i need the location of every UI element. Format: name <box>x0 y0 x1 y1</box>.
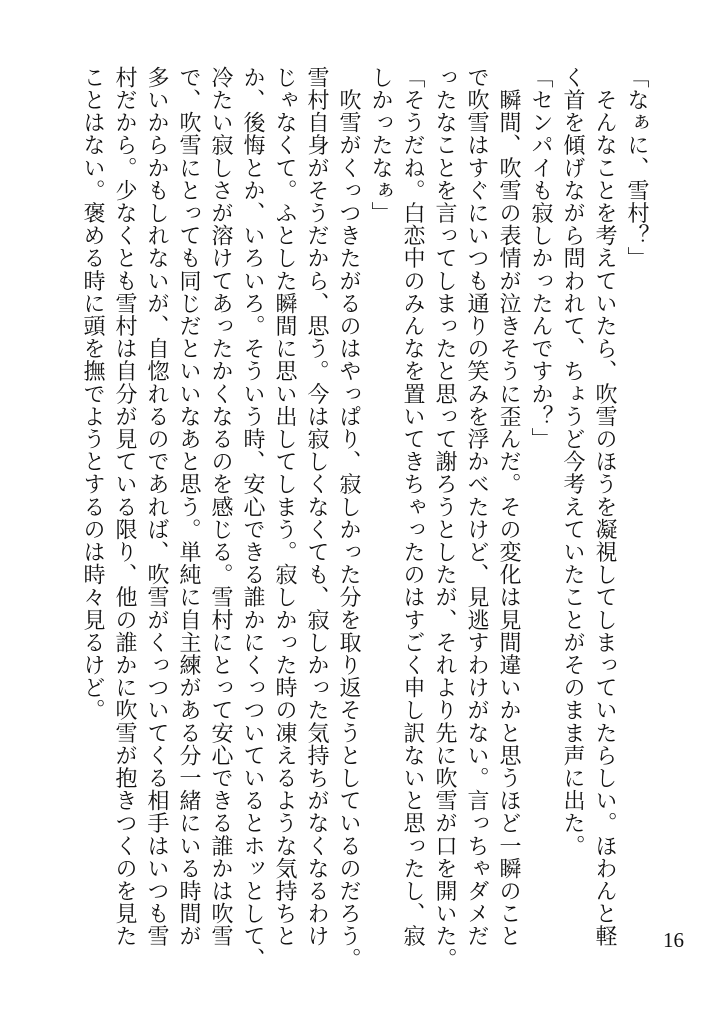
text-line: 冷たい寂しさが溶けてあったかくなるのを感じる。雪村にとって安心できる誰かは吹雪 <box>208 66 233 948</box>
text-line: か、後悔とか、いろいろ。そういう時、安心できる誰かにくっついているとホッとして、 <box>240 66 265 970</box>
text-line: 雪村自身がそうだから、思う。今は寂しくなくても、寂しかった気持ちがなくなるわけ <box>304 66 329 948</box>
text-line: で吹雪はすぐにいつも通りの笑みを浮かべたけど、見逃すわけがない。言っちゃダメだ <box>464 66 489 948</box>
text-line: 吹雪がくっつきたがるのはやっぱり、寂しかった分を取り返そうとしているのだろう。 <box>336 66 361 970</box>
text-line: 「センパイも寂しかったんですか？」 <box>528 66 553 451</box>
text-line: じゃなくて。ふとした瞬間に思い出してしまう。寂しかった時の凍えるような気持ちと <box>272 66 297 948</box>
vertical-text-block <box>72 66 652 970</box>
text-line: ことはない。褒める時に頭を撫でようとするのは時々見るけど。 <box>80 66 105 722</box>
text-line: 村だから。少なくとも雪村は自分が見ている限り、他の誰かに吹雪が抱きつくのを見た <box>112 66 137 948</box>
text-line: 瞬間、吹雪の表情が泣きそうに歪んだ。その変化は見間違いかと思うほど一瞬のこと <box>496 66 521 948</box>
text-line: しかったなぁ」 <box>368 66 393 225</box>
text-line: 多いからかもしれないが、自惚れるのであれば、吹雪がくっついてくる相手はいつも雪 <box>144 66 169 948</box>
text-line: く首を傾げながら問われて、ちょうど今考えていたことがそのまま声に出た。 <box>560 66 585 857</box>
text-line: で、吹雪にとっても同じだといいなあと思う。単純に自主練がある分一緒にいる時間が <box>176 66 201 948</box>
text-line: 「なぁに、雪村？」 <box>624 66 649 270</box>
text-line: そんなことを考えていたら、吹雪のほうを凝視してしまっていたらしい。ほわんと軽 <box>592 66 617 948</box>
text-line: 「そうだね。白恋中のみんなを置いてきちゃったのはすごく申し訳ないと思ったし、寂 <box>400 66 425 948</box>
page-number: 16 <box>663 928 684 952</box>
text-line: ったなことを言ってしまったと思って謝ろうとしたが、それより先に吹雪が口を開いた。 <box>432 66 457 970</box>
